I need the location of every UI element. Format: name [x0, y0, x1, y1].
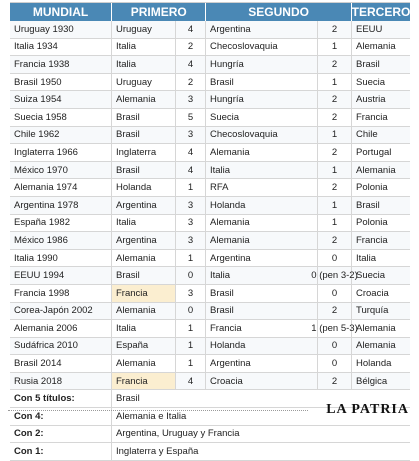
segundo-cell: Checoslovaquia — [206, 39, 318, 56]
tercero-cell: Portugal — [356, 146, 392, 158]
tercero-cell: Alemania — [356, 340, 396, 352]
table-row — [10, 232, 410, 250]
score-second-cell: 2 — [318, 144, 352, 161]
segundo-cell: Croacia — [206, 373, 318, 390]
score-second-cell: 1 (pen 5-3) — [318, 320, 352, 337]
segundo-cell: Brasil — [206, 285, 318, 302]
primero-cell: España — [112, 338, 176, 355]
segundo-cell: Suecia — [206, 109, 318, 126]
mundial-cell: Sudáfrica 2010 — [10, 338, 112, 355]
score-first-cell: 0 — [176, 303, 206, 320]
tercero-cell: Croacia — [356, 287, 389, 299]
score-second-cell: 2 — [318, 56, 352, 73]
segundo-cell: Argentina — [206, 250, 318, 267]
score-second-cell: 2 — [318, 109, 352, 126]
segundo-cell: Brasil — [206, 303, 318, 320]
table-row — [10, 179, 410, 197]
score-first-cell: 3 — [176, 285, 206, 302]
header-mundial: MUNDIAL — [10, 3, 112, 21]
table-row — [10, 162, 410, 180]
tercero-cell: Alemania — [356, 41, 396, 53]
primero-cell: Uruguay — [112, 21, 176, 38]
mundial-cell: Corea-Japón 2002 — [10, 303, 112, 320]
score-first-cell: 4 — [176, 162, 206, 179]
primero-cell: Italia — [112, 39, 176, 56]
mundial-cell: Francia 1938 — [10, 56, 112, 73]
table-row — [10, 91, 410, 109]
primero-cell: Argentina — [112, 197, 176, 214]
primero-cell: Alemania — [112, 250, 176, 267]
score-first-cell: 2 — [176, 39, 206, 56]
segundo-cell: Argentina — [206, 355, 318, 372]
summary-value: Argentina, Uruguay y Francia — [116, 428, 240, 440]
score-first-cell: 3 — [176, 91, 206, 108]
score-first-cell: 3 — [176, 197, 206, 214]
segundo-cell: Argentina — [206, 21, 318, 38]
summary-label: Con 5 títulos: — [10, 390, 112, 407]
primero-cell: Francia — [112, 373, 176, 390]
mundial-cell: EEUU 1994 — [10, 267, 112, 284]
summary-value: Inglaterra y España — [116, 446, 199, 458]
table-body — [10, 21, 410, 390]
primero-cell: Alemania — [112, 303, 176, 320]
summary-row — [10, 443, 410, 461]
score-first-cell: 4 — [176, 21, 206, 38]
score-second-cell: 2 — [318, 21, 352, 38]
table-row — [10, 215, 410, 233]
table-header — [10, 3, 410, 21]
world-cup-results-table — [10, 2, 410, 461]
mundial-cell: Italia 1934 — [10, 39, 112, 56]
score-first-cell: 5 — [176, 109, 206, 126]
score-second-cell: 0 — [318, 338, 352, 355]
score-second-cell: 2 — [318, 303, 352, 320]
primero-cell: Holanda — [112, 179, 176, 196]
score-first-cell: 1 — [176, 250, 206, 267]
mundial-cell: Argentina 1978 — [10, 197, 112, 214]
score-first-cell: 0 — [176, 267, 206, 284]
table-row — [10, 355, 410, 373]
tercero-cell: Alemania — [356, 322, 396, 334]
table-row — [10, 303, 410, 321]
tercero-cell: Chile — [356, 129, 378, 141]
mundial-cell: México 1986 — [10, 232, 112, 249]
table-row — [10, 267, 410, 285]
score-second-cell: 2 — [318, 91, 352, 108]
score-second-cell: 1 — [318, 162, 352, 179]
header-tercero: TERCERO — [351, 5, 411, 19]
tercero-cell: Holanda — [356, 358, 392, 370]
table-row — [10, 127, 410, 145]
summary-value: Alemania e Italia — [116, 410, 187, 422]
tercero-cell: Francia — [356, 234, 388, 246]
table-row — [10, 109, 410, 127]
tercero-cell: Austria — [356, 94, 386, 106]
tercero-cell: Polonia — [356, 182, 388, 194]
segundo-cell: Holanda — [206, 197, 318, 214]
table-row — [10, 21, 410, 39]
la-patria-logo: LA PATRIA — [326, 402, 409, 417]
primero-cell: Brasil — [112, 267, 176, 284]
mundial-cell: Brasil 2014 — [10, 355, 112, 372]
table-row — [10, 285, 410, 303]
primero-cell: Argentina — [112, 232, 176, 249]
primero-cell: Italia — [112, 215, 176, 232]
summary-label: Con 4: — [10, 408, 112, 425]
score-first-cell: 1 — [176, 320, 206, 337]
mundial-cell: Suiza 1954 — [10, 91, 112, 108]
primero-cell: Inglaterra — [112, 144, 176, 161]
score-first-cell: 3 — [176, 232, 206, 249]
table-row — [10, 197, 410, 215]
tercero-cell: Brasil — [356, 199, 380, 211]
segundo-cell: Alemania — [206, 144, 318, 161]
score-first-cell: 4 — [176, 144, 206, 161]
mundial-cell: Alemania 2006 — [10, 320, 112, 337]
tercero-cell: Alemania — [356, 164, 396, 176]
primero-cell: Brasil — [112, 109, 176, 126]
score-second-cell: 1 — [318, 74, 352, 91]
segundo-cell: Italia — [206, 162, 318, 179]
score-second-cell: 0 — [318, 355, 352, 372]
score-second-cell: 2 — [318, 373, 352, 390]
header-primero: PRIMERO — [112, 3, 206, 21]
segundo-cell: Alemania — [206, 232, 318, 249]
primero-cell: Italia — [112, 56, 176, 73]
primero-cell: Brasil — [112, 127, 176, 144]
segundo-cell: Alemania — [206, 215, 318, 232]
table-row — [10, 320, 410, 338]
primero-cell: Brasil — [112, 162, 176, 179]
score-first-cell: 4 — [176, 373, 206, 390]
score-first-cell: 2 — [176, 74, 206, 91]
primero-cell: Italia — [112, 320, 176, 337]
tercero-cell: Brasil — [356, 58, 380, 70]
score-first-cell: 3 — [176, 215, 206, 232]
score-second-cell: 2 — [318, 179, 352, 196]
score-second-cell: 1 — [318, 39, 352, 56]
table-row — [10, 338, 410, 356]
mundial-cell: Brasil 1950 — [10, 74, 112, 91]
table-row — [10, 74, 410, 92]
primero-cell: Uruguay — [112, 74, 176, 91]
score-second-cell: 0 (pen 3-2) — [318, 267, 352, 284]
mundial-cell: Uruguay 1930 — [10, 21, 112, 38]
mundial-cell: Italia 1990 — [10, 250, 112, 267]
mundial-cell: España 1982 — [10, 215, 112, 232]
dotted-divider — [8, 410, 308, 411]
mundial-cell: Francia 1998 — [10, 285, 112, 302]
summary-value: Brasil — [116, 393, 140, 405]
score-second-cell: 2 — [318, 232, 352, 249]
mundial-cell: Inglaterra 1966 — [10, 144, 112, 161]
primero-cell: Alemania — [112, 91, 176, 108]
table-row — [10, 39, 410, 57]
header-segundo: SEGUNDO — [206, 3, 352, 21]
score-second-cell: 1 — [318, 127, 352, 144]
segundo-cell: Italia — [206, 267, 318, 284]
tercero-cell: Turquía — [356, 305, 389, 317]
score-first-cell: 1 — [176, 179, 206, 196]
summary-label: Con 2: — [10, 426, 112, 443]
score-first-cell: 1 — [176, 338, 206, 355]
score-first-cell: 4 — [176, 56, 206, 73]
segundo-cell: Holanda — [206, 338, 318, 355]
summary-label: Con 1: — [10, 443, 112, 460]
table-row — [10, 250, 410, 268]
score-second-cell: 1 — [318, 215, 352, 232]
mundial-cell: México 1970 — [10, 162, 112, 179]
segundo-cell: Brasil — [206, 74, 318, 91]
table-row — [10, 373, 410, 391]
score-first-cell: 3 — [176, 127, 206, 144]
tercero-cell: Bélgica — [356, 375, 388, 387]
mundial-cell: Rusia 2018 — [10, 373, 112, 390]
score-second-cell: 1 — [318, 197, 352, 214]
summary-row — [10, 426, 410, 444]
segundo-cell: Francia — [206, 320, 318, 337]
table-row — [10, 56, 410, 74]
segundo-cell: RFA — [206, 179, 318, 196]
mundial-cell: Suecia 1958 — [10, 109, 112, 126]
primero-cell: Alemania — [112, 355, 176, 372]
tercero-cell: Polonia — [356, 217, 388, 229]
tercero-cell: Francia — [356, 111, 388, 123]
score-second-cell: 0 — [318, 285, 352, 302]
score-first-cell: 1 — [176, 355, 206, 372]
segundo-cell: Checoslovaquia — [206, 127, 318, 144]
segundo-cell: Hungría — [206, 91, 318, 108]
mundial-cell: Alemania 1974 — [10, 179, 112, 196]
mundial-cell: Chile 1962 — [10, 127, 112, 144]
tercero-cell: Suecia — [356, 270, 386, 282]
primero-cell: Francia — [112, 285, 176, 302]
tercero-cell: Suecia — [356, 76, 386, 88]
table-row — [10, 144, 410, 162]
tercero-cell: Italia — [356, 252, 377, 264]
segundo-cell: Hungría — [206, 56, 318, 73]
score-second-cell: 0 — [318, 250, 352, 267]
tercero-cell: EEUU — [356, 23, 383, 35]
